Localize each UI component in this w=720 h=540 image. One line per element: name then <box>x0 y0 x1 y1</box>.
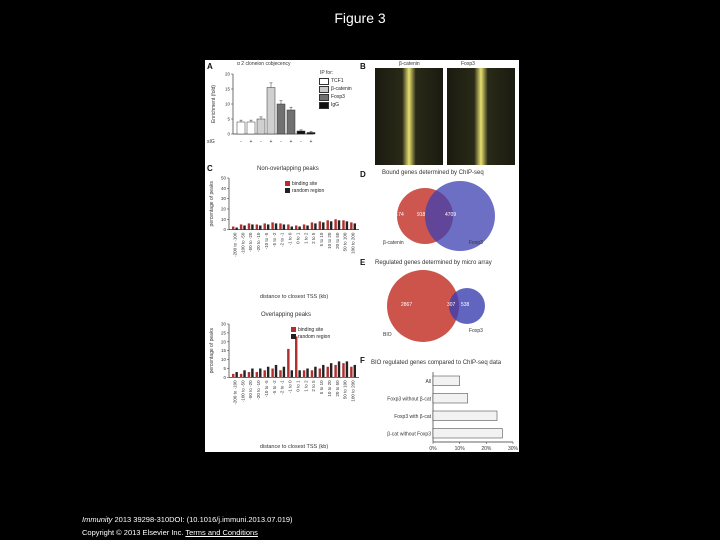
bar <box>342 220 344 229</box>
x-tick-label: 10 to 20 <box>326 380 332 397</box>
x-tick-label: -2 to -1 <box>279 232 285 247</box>
bar <box>257 119 265 134</box>
bar <box>240 224 242 229</box>
citation-rest: 2013 39298-310DOI: (10.1016/j.immuni.2013.07.019) <box>112 515 293 524</box>
panel-a-legend <box>319 77 352 109</box>
bar <box>298 370 300 377</box>
bar <box>295 225 297 229</box>
sign-label: - <box>240 139 242 145</box>
x-tick-label: 5 to 10 <box>319 232 325 247</box>
x-tick-label: -100 to -50 <box>240 232 246 255</box>
y-tick-label: 10 <box>224 101 230 107</box>
y-tick-label: 0 <box>223 374 226 380</box>
x-tick-label: 50 to 100 <box>342 380 348 400</box>
x-tick-label: 100 to 200 <box>350 380 356 402</box>
bar <box>237 122 245 134</box>
venn-right-circle <box>425 181 495 251</box>
y-axis-label: Enrichment (fold) <box>211 84 217 124</box>
legend-item <box>319 85 352 93</box>
legend-label: random region <box>292 187 325 194</box>
panel-a-legend-title: IP for: <box>320 70 334 76</box>
bar <box>433 376 460 386</box>
slide-title: Figure 3 <box>334 10 386 26</box>
sign-label: - <box>260 139 262 145</box>
x-tick-label: 20 to 50 <box>334 380 340 397</box>
y-tick-label: 20 <box>220 206 226 212</box>
legend-swatch <box>291 334 296 339</box>
sign-label: + <box>269 139 273 145</box>
venn-d-left-count: 1174 <box>393 212 404 218</box>
x-tick-label: 0 to 1 <box>295 380 301 392</box>
x-axis-label: distance to closest TSS (kb) <box>259 294 329 300</box>
bar <box>279 370 281 377</box>
bar <box>311 222 313 229</box>
bar <box>303 370 305 377</box>
panel-b-header-1: β-catenin <box>399 61 420 67</box>
bar <box>264 223 266 229</box>
venn-d-left-label: β-catenin <box>383 240 404 246</box>
bar <box>346 361 348 377</box>
bar <box>306 225 308 229</box>
legend-label: binding site <box>292 180 318 187</box>
bar <box>232 227 234 230</box>
y-tick-label: 40 <box>220 185 226 191</box>
bar <box>330 221 332 229</box>
legend-item <box>319 77 352 85</box>
panel-e-title: Regulated genes determined by micro array <box>375 260 492 266</box>
legend-swatch <box>291 327 296 332</box>
venn-e-left-count: 2867 <box>401 302 413 308</box>
bar <box>314 223 316 229</box>
x-tick-label: -1 to 0 <box>287 380 293 394</box>
bar <box>279 223 281 229</box>
copyright-line <box>82 528 258 537</box>
y-tick-label: 30 <box>220 196 226 202</box>
legend-item <box>285 187 324 194</box>
bar <box>248 372 250 377</box>
x-tick-label: 10% <box>454 446 465 452</box>
y-tick-label: 20 <box>220 339 226 345</box>
citation <box>82 515 293 524</box>
panel-c-title: Non-overlapping peaks <box>257 166 319 172</box>
bar <box>277 104 285 134</box>
x-tick-label: 5 to 10 <box>319 380 325 395</box>
bar <box>283 224 285 229</box>
x-tick-label: -50 to -20 <box>248 380 254 400</box>
x-tick-label: 0 to 1 <box>295 232 301 244</box>
bar <box>327 220 329 229</box>
bar <box>311 370 313 377</box>
x-tick-label: -20 to -10 <box>256 232 262 252</box>
bar <box>322 365 324 377</box>
bar <box>235 372 237 377</box>
y-tick-label: 15 <box>224 86 230 92</box>
legend-item <box>291 333 330 340</box>
x-tick-label: -200 to -100 <box>232 232 238 257</box>
venn-e-right-label: Foxp3 <box>469 328 483 334</box>
bar <box>319 221 321 229</box>
bar <box>267 367 269 378</box>
sign-label: - <box>280 139 282 145</box>
panel-g-chart <box>205 318 365 450</box>
legend-label: binding site <box>298 326 324 333</box>
x-tick-label: 1 to 2 <box>303 232 309 244</box>
y-tick-label: 5 <box>223 366 226 371</box>
y-axis-label: percentage of peaks <box>209 181 215 227</box>
bar <box>350 367 352 378</box>
bar <box>243 370 245 377</box>
legend-item <box>285 180 324 187</box>
panel-g-title: Overlapping peaks <box>261 312 312 318</box>
bar <box>259 225 261 229</box>
y-tick-label: 0 <box>227 131 230 137</box>
bar <box>275 365 277 377</box>
bar <box>264 370 266 377</box>
legend-label: TCF1 <box>331 78 344 84</box>
category-label: Foxp3 with β-cat <box>394 413 431 420</box>
panel-b-heatmap <box>371 68 519 165</box>
legend-label: β-catenin <box>331 86 352 92</box>
bar <box>338 220 340 229</box>
x-tick-label: 10 to 20 <box>326 232 332 249</box>
x-tick-label: 2 to 5 <box>311 232 317 244</box>
bar <box>267 224 269 229</box>
bar <box>319 369 321 378</box>
panel-c-label: C <box>207 164 213 173</box>
legend-label: Foxp3 <box>331 94 345 100</box>
x-tick-label: 1 to 2 <box>303 380 309 392</box>
legend-item <box>319 93 352 101</box>
x-tick-label: 100 to 200 <box>350 232 356 254</box>
bar <box>297 131 305 134</box>
panel-f-chart <box>365 366 519 452</box>
x-tick-label: -200 to -100 <box>232 380 238 405</box>
sign-label: + <box>249 139 253 145</box>
bar <box>251 224 253 229</box>
terms-and-conditions-link[interactable]: Terms and Conditions <box>185 528 258 537</box>
bar <box>251 369 253 378</box>
x-axis-label: distance to closest TSS (kb) <box>259 444 329 450</box>
bar <box>271 369 273 378</box>
category-label: All <box>425 378 431 385</box>
legend-item <box>291 326 330 333</box>
bar <box>271 222 273 229</box>
bar <box>275 223 277 229</box>
venn-e-left-label: BIO <box>383 332 392 338</box>
x-tick-label: 0% <box>429 446 437 452</box>
legend-label: IgG <box>331 102 340 108</box>
panel-a-label: A <box>207 62 213 71</box>
heatmap-foxp3 <box>447 68 515 165</box>
bar <box>295 336 297 377</box>
bar <box>314 367 316 378</box>
y-tick-label: 30 <box>220 321 226 327</box>
bar <box>354 223 356 229</box>
legend-label: random region <box>298 333 331 340</box>
y-tick-label: 0 <box>223 227 226 233</box>
category-label: β-cat without Foxp3 <box>387 431 431 438</box>
bar <box>330 363 332 377</box>
x-tick-label: 50 to 100 <box>342 232 348 252</box>
x-tick-label: -100 to -50 <box>240 380 246 403</box>
bar <box>346 221 348 229</box>
category-label: Foxp3 without β-cat <box>387 396 431 403</box>
bar <box>350 222 352 229</box>
copyright-text: Copyright © 2013 Elsevier Inc. <box>82 528 184 537</box>
bar <box>248 223 250 229</box>
bar <box>327 367 329 378</box>
y-tick-label: 20 <box>224 71 230 77</box>
figure-image <box>205 60 519 452</box>
panel-e-label: E <box>360 258 366 267</box>
bar <box>287 110 295 134</box>
bar <box>298 227 300 230</box>
panel-d-title: Bound genes determined by ChIP-seq <box>382 170 484 176</box>
bar <box>433 429 502 439</box>
panel-c-legend <box>285 180 324 194</box>
legend-swatch <box>319 94 329 101</box>
bar <box>342 363 344 377</box>
legend-item <box>319 101 352 109</box>
bar <box>433 411 497 421</box>
x-tick-label: 2 to 5 <box>311 380 317 392</box>
legend-swatch <box>319 78 329 85</box>
bar <box>267 88 275 135</box>
x-tick-label: 20% <box>481 446 492 452</box>
journal-name: Immunity <box>82 515 113 524</box>
bar <box>232 374 234 378</box>
panel-b-label: B <box>360 62 366 71</box>
x-tick-label: -5 to -2 <box>271 232 277 247</box>
x-tick-label: 20 to 50 <box>334 232 340 249</box>
venn-d-right-count: 4709 <box>445 212 457 218</box>
legend-swatch <box>285 188 290 193</box>
panel-d-label: D <box>360 170 366 179</box>
y-tick-label: 25 <box>220 330 226 336</box>
legend-swatch <box>319 102 329 109</box>
y-tick-label: 15 <box>220 348 226 354</box>
x-tick-label: -2 to -1 <box>279 380 285 395</box>
panel-f-label: F <box>360 356 365 365</box>
sign-label: + <box>289 139 293 145</box>
x-tick-label: -20 to -10 <box>256 380 262 400</box>
bar <box>291 370 293 377</box>
bar <box>259 369 261 378</box>
venn-e-overlap-count: 307 <box>447 302 456 308</box>
y-tick-label: 50 <box>220 175 226 181</box>
sign-label: + <box>309 139 313 145</box>
panel-d-venn <box>375 178 519 258</box>
bar <box>256 224 258 229</box>
row-label: sIG <box>207 139 215 145</box>
venn-d-overlap-count: 918 <box>417 212 426 218</box>
bar <box>256 372 258 377</box>
heatmap-beta-catenin <box>375 68 443 165</box>
bar <box>334 365 336 377</box>
bar <box>307 133 315 135</box>
bar <box>243 225 245 229</box>
x-tick-label: -5 to -2 <box>271 380 277 395</box>
panel-g-legend <box>291 326 330 340</box>
legend-swatch <box>285 181 290 186</box>
panel-b-header-2: Foxp3 <box>461 61 475 67</box>
bar <box>235 228 237 230</box>
bar <box>291 227 293 230</box>
bar <box>354 365 356 377</box>
panel-f-title: BIO regulated genes compared to ChIP-seq data <box>371 360 502 366</box>
bar <box>287 349 289 377</box>
y-axis-label: percentage of peaks <box>209 328 215 374</box>
venn-e-right-count: 538 <box>461 302 470 308</box>
sign-label: - <box>300 139 302 145</box>
bar <box>247 122 255 134</box>
bar <box>287 224 289 229</box>
y-tick-label: 5 <box>227 116 230 122</box>
bar <box>433 394 468 404</box>
x-tick-label: -10 to -5 <box>263 380 269 398</box>
x-tick-label: -10 to -5 <box>263 232 269 250</box>
venn-d-right-label: Foxp3 <box>469 240 483 246</box>
x-tick-label: 30% <box>507 446 519 452</box>
bar <box>322 222 324 229</box>
bar <box>306 369 308 378</box>
y-tick-label: 10 <box>220 216 226 222</box>
panel-a-title: α 2 cloneion cobjecency <box>237 61 291 67</box>
bar <box>283 367 285 378</box>
bar <box>334 219 336 229</box>
bar <box>338 361 340 377</box>
x-tick-label: -50 to -20 <box>248 232 254 252</box>
y-tick-label: 10 <box>220 357 226 363</box>
bar <box>303 224 305 229</box>
legend-swatch <box>319 86 329 93</box>
x-tick-label: -1 to 0 <box>287 232 293 246</box>
bar <box>240 374 242 378</box>
